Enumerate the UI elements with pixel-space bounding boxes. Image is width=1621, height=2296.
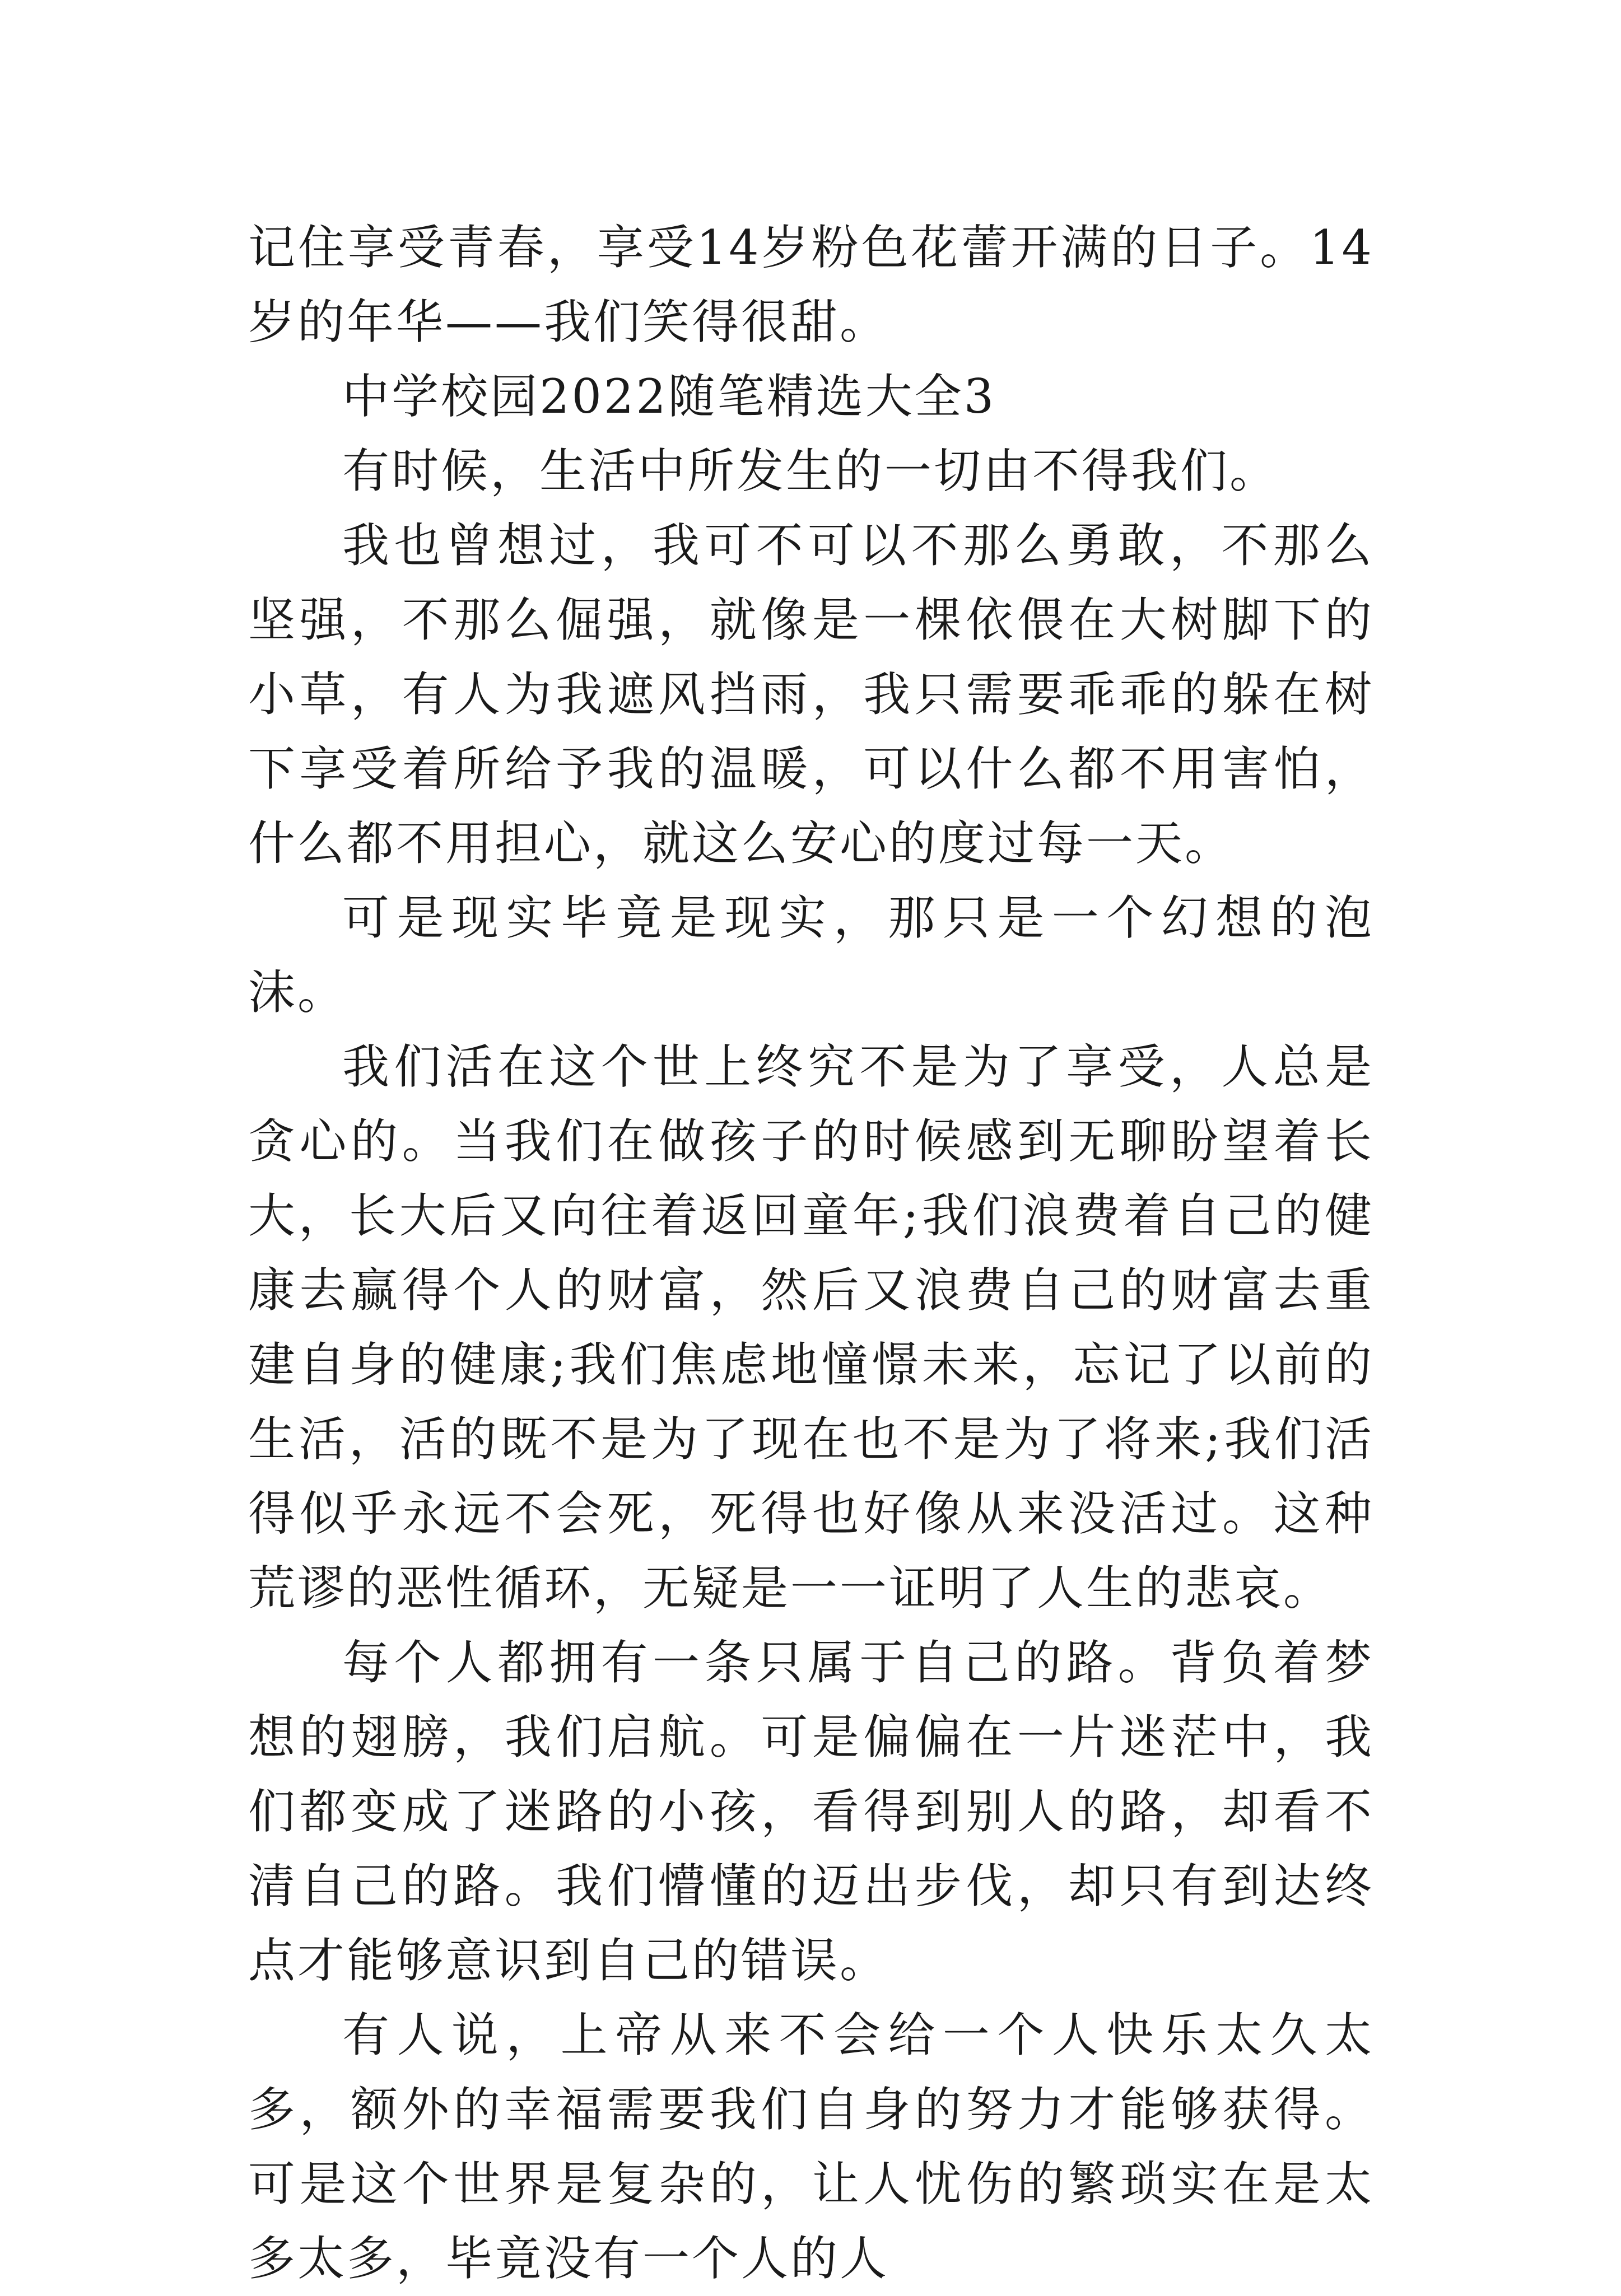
paragraph-3: 有时候，生活中所发生的一切由不得我们。 [342, 444, 1279, 498]
paragraph-6: 我们活在这个世上终究不是为了享受，人总是贪心的。当我们在做孩子的时候感到无聊盼望着长大，长大后又向往着返回童年;我们浪费着自己的健康去赢得个人的财富，然后又浪费自己的财富去重建自身的健康;我们焦虑地憧憬未来，忘记了以前的生活，活的既不是为了现在也不是为了将来;我们活得似乎永远不会死，死得也好像从来没活过。这种荒谬的恶性循环，无疑是一一证明了人生的悲哀。 [248, 1039, 1374, 1616]
paragraph-8: 有人说，上帝从来不会给一个人快乐太久太多，额外的幸福需要我们自身的努力才能够获得。可是这个世界是复杂的，让人忧伤的繁琐实在是太多太多，毕竟没有一个人的人 [248, 2008, 1374, 2286]
section-heading: 中学校园2022随笔精选大全3 [342, 369, 996, 424]
document-body [248, 211, 1374, 2296]
paragraph-1: 记住享受青春，享受14岁粉色花蕾开满的日子。14岁的年华——我们笑得很甜。 [248, 220, 1374, 349]
paragraph-7: 每个人都拥有一条只属于自己的路。背负着梦想的翅膀，我们启航。可是偏偏在一片迷茫中，我们都变成了迷路的小孩，看得到别人的路，却看不清自己的路。我们懵懂的迈出步伐，却只有到达终点才能够意识到自己的错误。 [248, 1635, 1374, 1988]
paragraph-4: 我也曾想过，我可不可以不那么勇敢，不那么坚强，不那么倔强，就像是一棵依偎在大树脚下的小草，有人为我遮风挡雨，我只需要乖乖的躲在树下享受着所给予我的温暖，可以什么都不用害怕，什么都不用担心，就这么安心的度过每一天。 [248, 518, 1374, 871]
paragraph-5: 可是现实毕竟是现实，那只是一个幻想的泡沫。 [248, 890, 1374, 1020]
